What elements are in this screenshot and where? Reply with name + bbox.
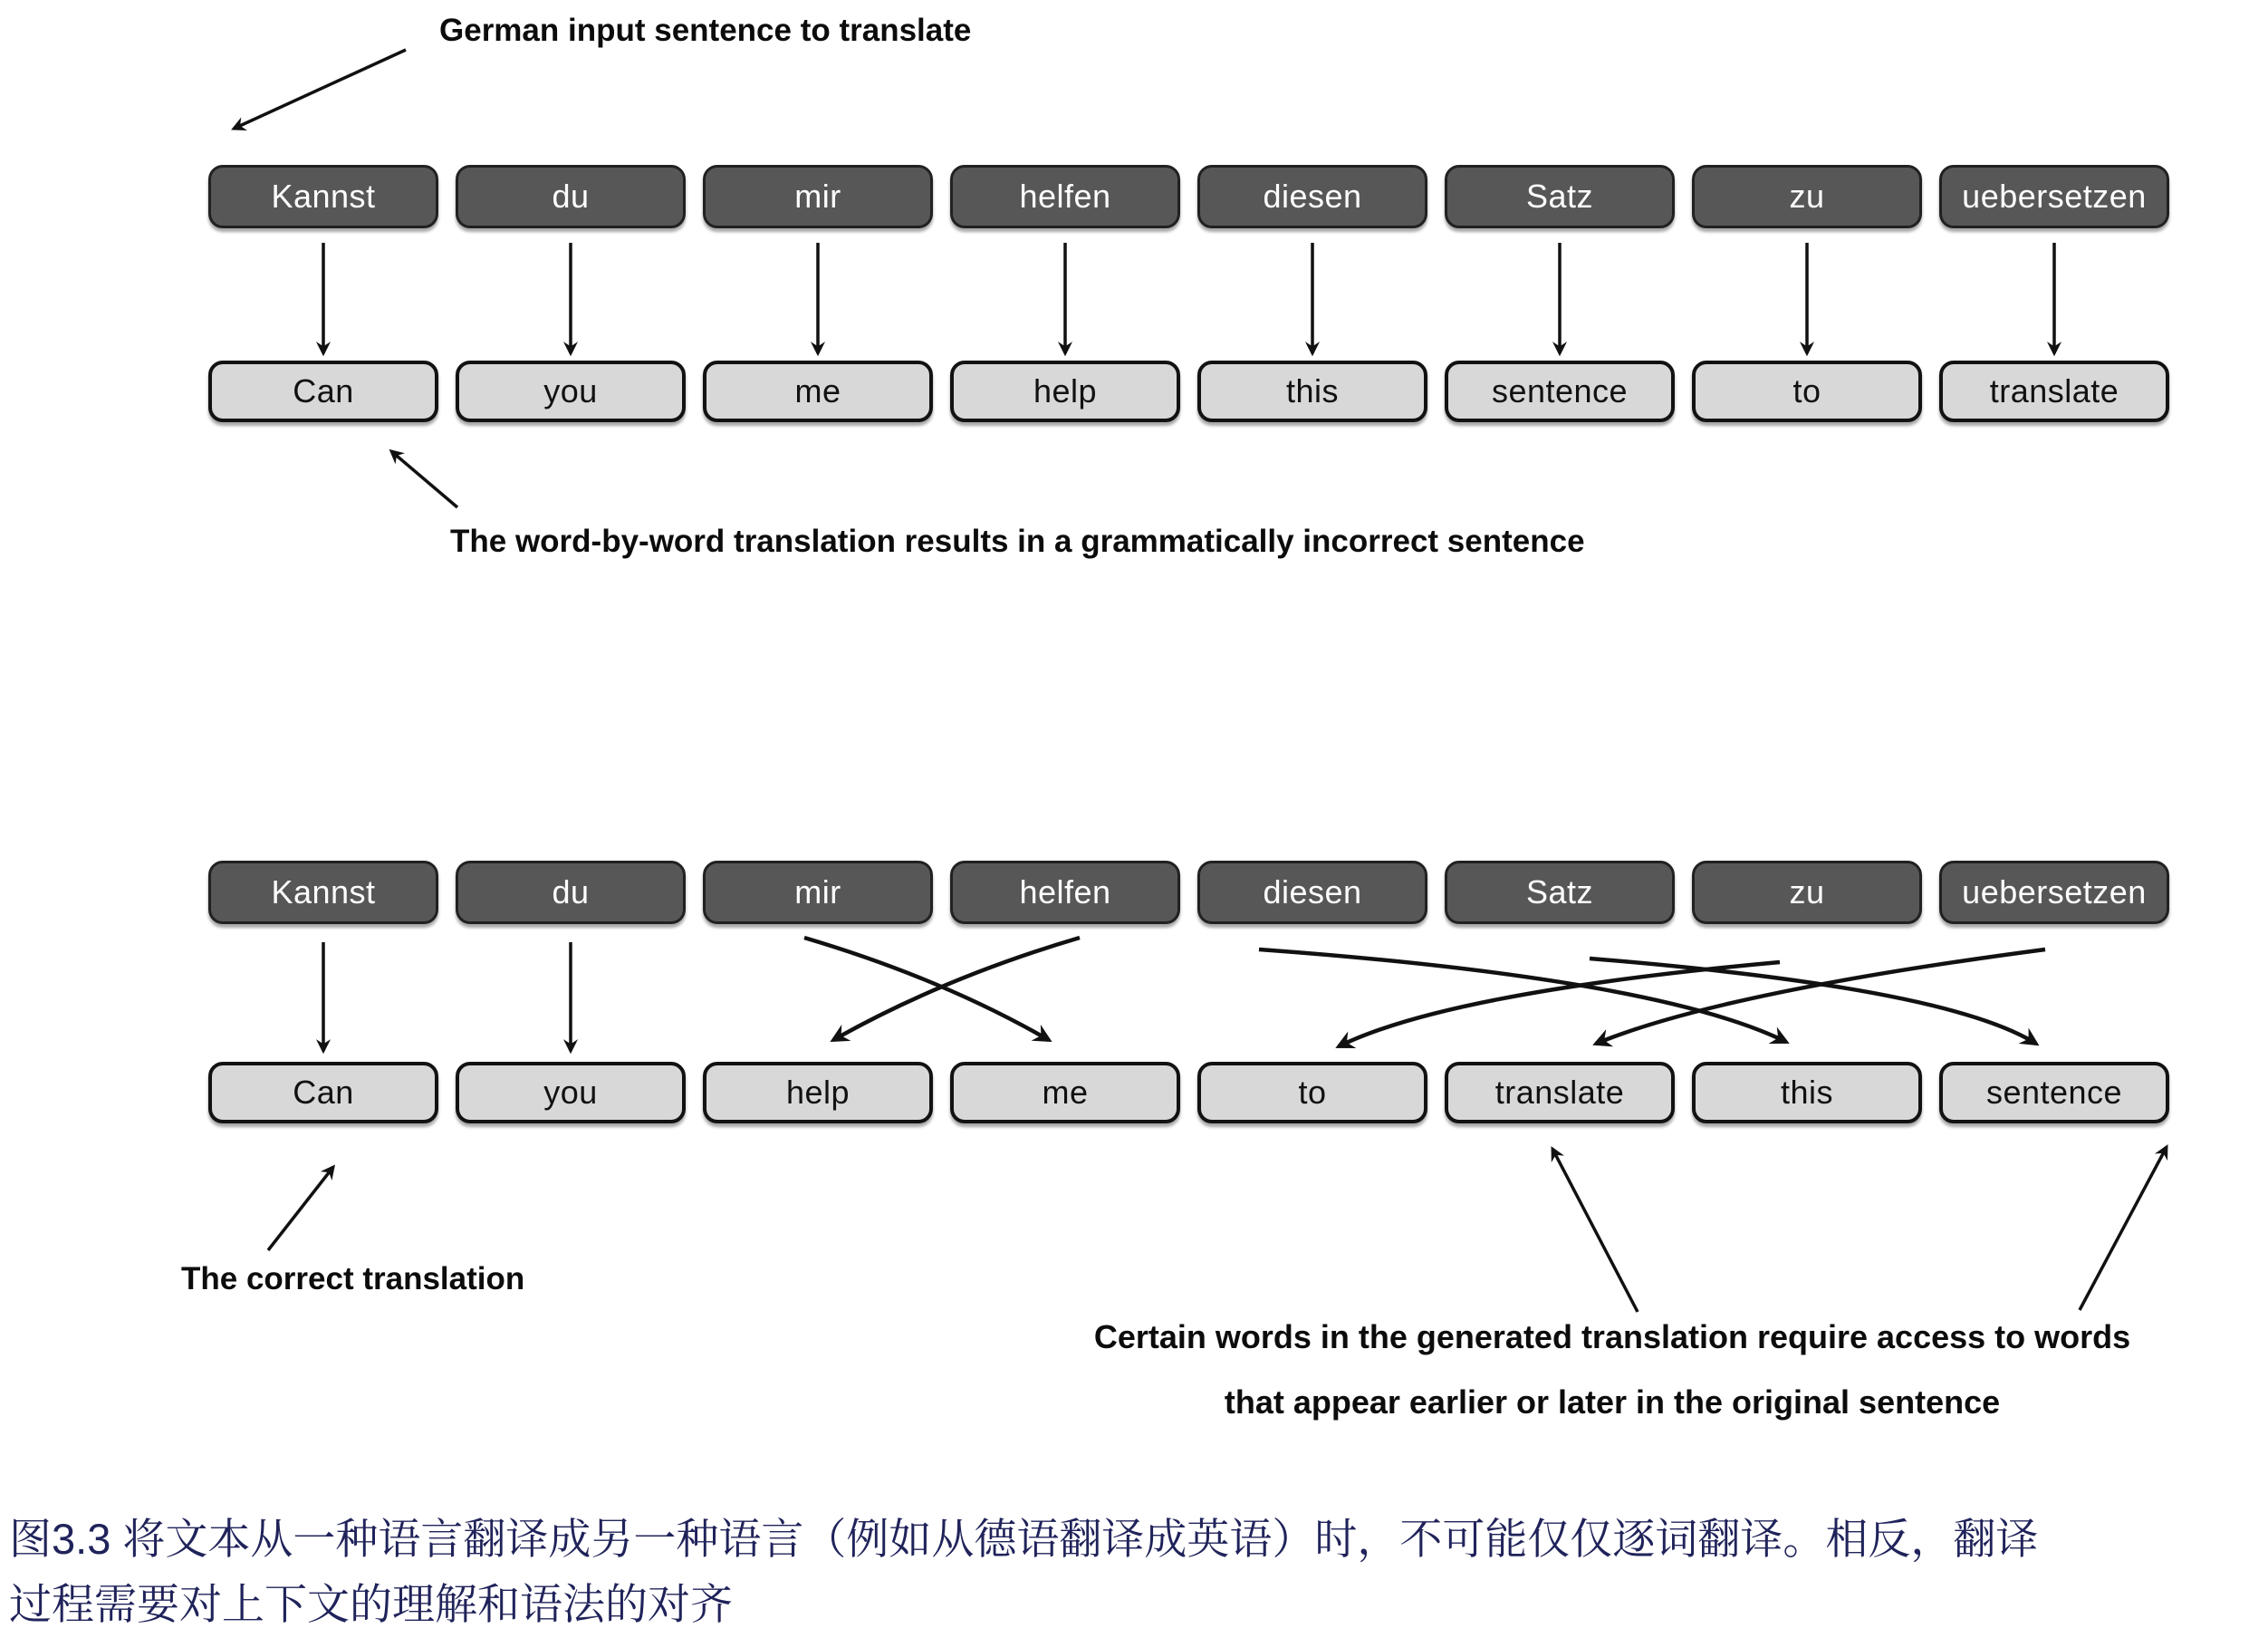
annotation-word-by-word: The word-by-word translation results in a grammatically incorrect sentence: [450, 524, 1585, 559]
english-word-box: help: [703, 1062, 933, 1123]
annotation-arrow-sentence: [2080, 1147, 2167, 1310]
english-word-box: Can: [208, 361, 438, 422]
german-word-box: Satz: [1445, 861, 1675, 924]
annotation-context-line1: Certain words in the generated translation require access to words: [1093, 1318, 2131, 1355]
german-row-top: [208, 165, 2169, 228]
german-word-box: helfen: [950, 861, 1180, 924]
figure-caption-line1: 图3.3 将文本从一种语言翻译成另一种语言（例如从德语翻译成英语）时，不可能仅仅逐词翻译。相反，翻译: [9, 1515, 2039, 1563]
annotation-arrow-translate: [1552, 1149, 1638, 1312]
german-word-box: zu: [1692, 165, 1922, 228]
english-word-box: Can: [208, 1062, 438, 1123]
annotation-arrow-word-by-word: [391, 451, 457, 507]
german-word-box: uebersetzen: [1939, 165, 2169, 228]
figure-caption-line2: 过程需要对上下文的理解和语法的对齐: [9, 1580, 733, 1628]
annotation-context-line2: that appear earlier or later in the original sentence: [1224, 1383, 2001, 1421]
german-word-box: mir: [703, 165, 933, 228]
annotation-correct-translation: The correct translation: [181, 1261, 525, 1296]
german-word-box: Kannst: [208, 165, 438, 228]
alignment-curve-zu-to: [1339, 962, 1780, 1046]
english-word-box: help: [950, 361, 1180, 422]
english-word-box: translate: [1445, 1062, 1675, 1123]
annotation-context-access: [951, 1305, 2268, 1435]
german-word-box: diesen: [1197, 861, 1427, 924]
annotation-arrow-correct: [268, 1167, 333, 1250]
english-word-box: this: [1197, 361, 1427, 422]
german-word-box: Kannst: [208, 861, 438, 924]
alignment-curve-uebersetzen-translate: [1596, 949, 2045, 1044]
english-row-correct: [208, 1062, 2169, 1123]
english-word-box: me: [950, 1062, 1180, 1123]
english-word-box: to: [1692, 361, 1922, 422]
english-word-box: to: [1197, 1062, 1427, 1123]
alignment-curve-diesen-this: [1259, 949, 1786, 1042]
english-word-box: you: [456, 361, 686, 422]
german-word-box: zu: [1692, 861, 1922, 924]
german-word-box: Satz: [1445, 165, 1675, 228]
german-word-box: uebersetzen: [1939, 861, 2169, 924]
english-word-box: you: [456, 1062, 686, 1123]
german-row-bottom: [208, 861, 2169, 924]
german-word-box: helfen: [950, 165, 1180, 228]
german-word-box: du: [456, 861, 686, 924]
alignment-curve-helfen-help: [833, 938, 1080, 1040]
english-word-box: sentence: [1445, 361, 1675, 422]
english-word-box: this: [1692, 1062, 1922, 1123]
alignment-curve-mir-me: [804, 938, 1049, 1040]
annotation-german-input: German input sentence to translate: [439, 13, 972, 48]
english-row-word-by-word: [208, 361, 2169, 422]
english-word-box: me: [703, 361, 933, 422]
english-word-box: sentence: [1939, 1062, 2169, 1123]
german-word-box: du: [456, 165, 686, 228]
alignment-curve-satz-sentence: [1590, 959, 2036, 1044]
english-word-box: translate: [1939, 361, 2169, 422]
german-word-box: mir: [703, 861, 933, 924]
german-word-box: diesen: [1197, 165, 1427, 228]
annotation-arrow-german-input: [234, 50, 406, 129]
